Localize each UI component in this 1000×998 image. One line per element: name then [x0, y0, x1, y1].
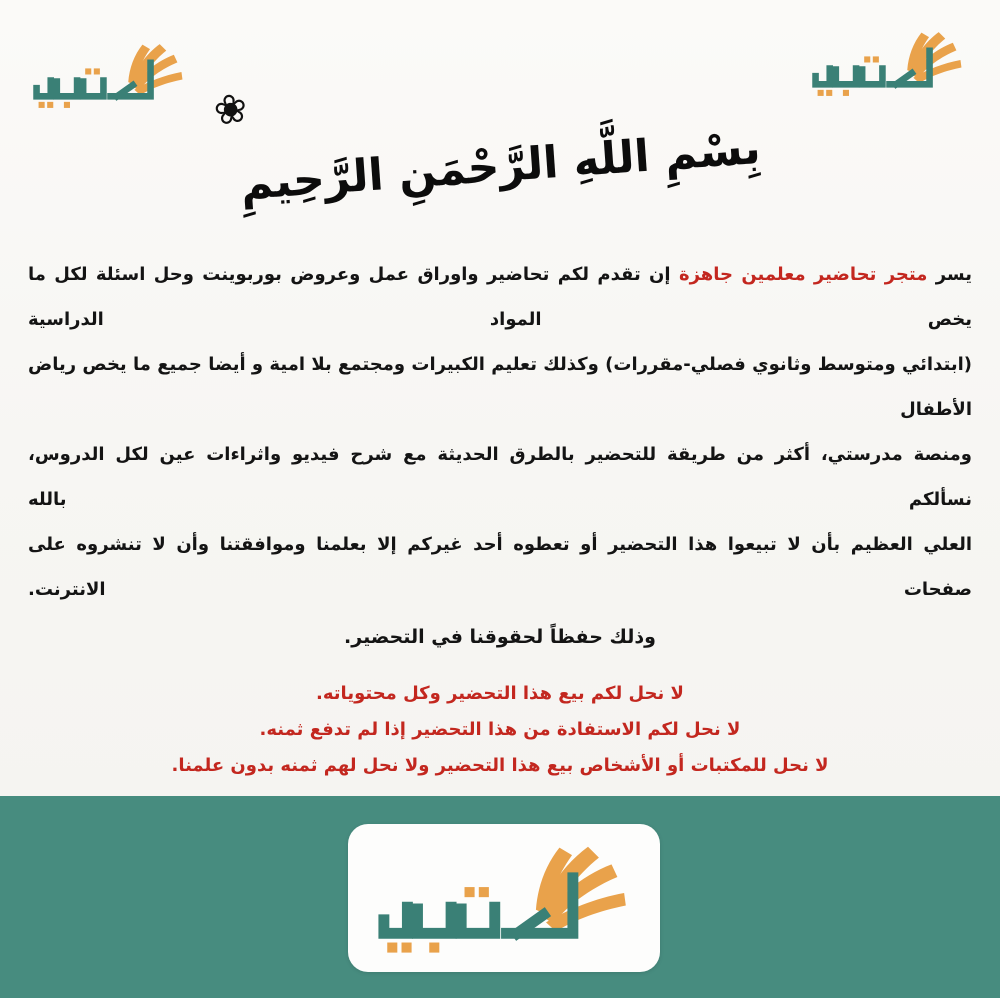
- warning-item: لا نحل لكم الاستفادة من هذا التحضير إذا لم تدفع ثمنه.: [259, 719, 741, 740]
- fanned-book-pages-icon: [378, 839, 630, 957]
- kutubi-logo-footer: [378, 839, 630, 957]
- intro-line-4: العلي العظيم بأن لا تبيعوا هذا التحضير أو تعطوه أحد غيركم إلا بعلمنا وموافقتنا وأن لا تنشروه على صفحات الانترنت.: [28, 534, 972, 600]
- fanned-book-pages-icon: [33, 36, 185, 114]
- store-name-highlight: متجر تحاضير معلمين جاهزة: [678, 264, 928, 285]
- notice-body: [0, 252, 1000, 852]
- kutubi-logo-top-left: [33, 36, 185, 114]
- intro-line-1: [28, 252, 972, 342]
- fanned-book-pages-icon: [812, 24, 964, 102]
- warning-list: [0, 676, 1000, 784]
- intro-paragraph: [28, 252, 972, 658]
- footer-band: [0, 796, 1000, 998]
- intro-line-2: (ابتدائي ومتوسط وثانوي فصلي-مقررات) وكذلك تعليم الكبيرات ومجتمع بلا امية و أيضا جميع ما يخص رياض الأطفال: [28, 354, 972, 420]
- bismillah-text: بِسْمِ اللَّهِ الرَّحْمَنِ الرَّحِيمِ: [238, 122, 762, 210]
- bismillah-calligraphy: [210, 84, 780, 236]
- intro-rest: إن تقدم لكم تحاضير واوراق عمل وعروض بوربوينت وحل اسئلة لكل ما يخص المواد الدراسية: [28, 264, 972, 330]
- footer-logo-card: [348, 824, 660, 972]
- flower-flourish-icon: ❀: [210, 84, 252, 136]
- rights-note-line: وذلك حفظاً لحقوقنا في التحضير.: [344, 626, 656, 648]
- intro-lead: يسر: [927, 264, 972, 285]
- warning-item: لا نحل لكم بيع هذا التحضير وكل محتوياته.: [316, 683, 684, 704]
- warning-item: لا نحل للمكتبات أو الأشخاص بيع هذا التحضير ولا نحل لهم ثمنه بدون علمنا.: [171, 755, 829, 776]
- kutubi-logo-top-right: [812, 24, 964, 102]
- intro-line-3: ومنصة مدرستي، أكثر من طريقة للتحضير بالطرق الحديثة مع شرح فيديو واثراءات عين لكل الدروس، نسألكم بالله: [28, 444, 972, 510]
